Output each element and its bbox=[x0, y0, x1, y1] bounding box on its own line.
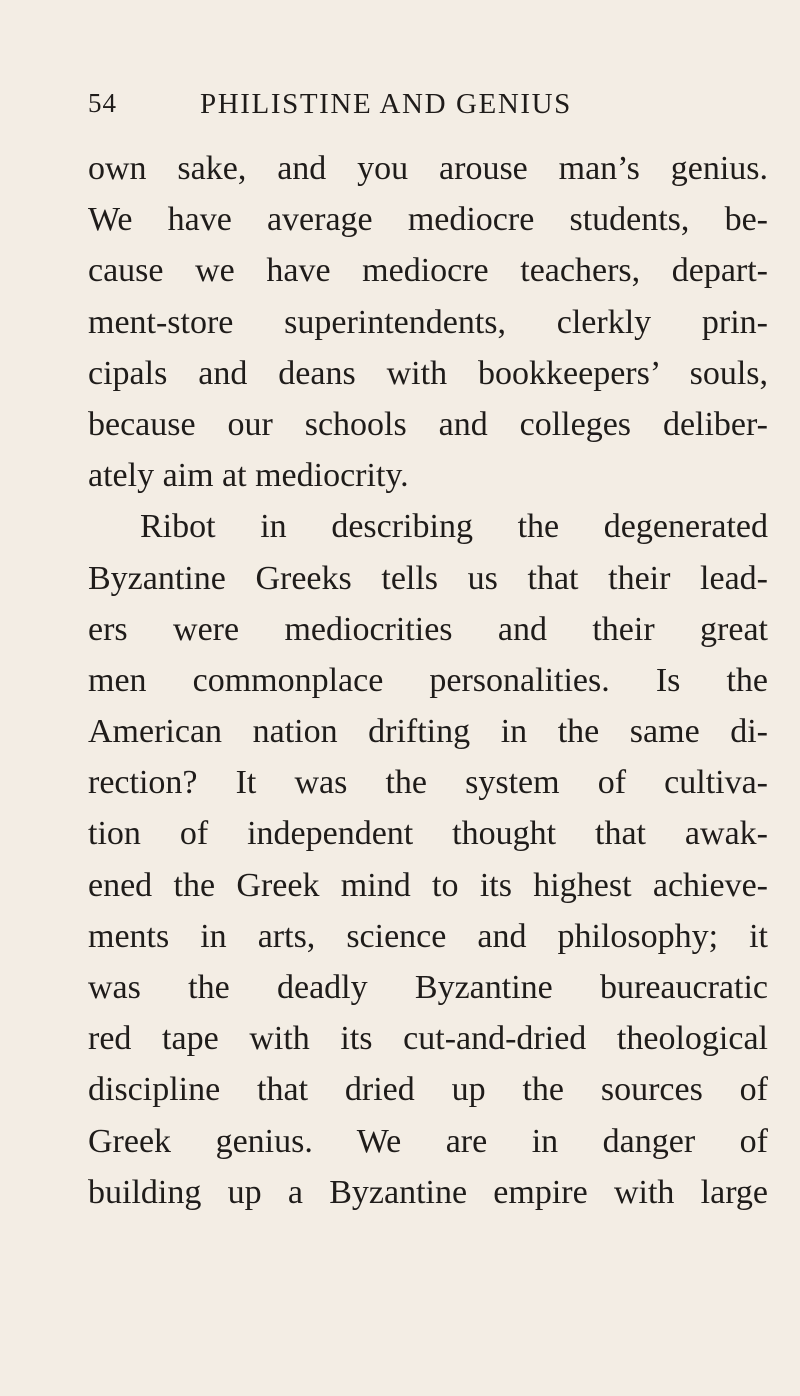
text-line: red tape with its cut-and-dried theological bbox=[88, 1020, 768, 1058]
page-number: 54 bbox=[88, 88, 117, 118]
text-line: ment-store superintendents, clerkly prin- bbox=[88, 303, 768, 341]
text-line: tion of independent thought that awak- bbox=[88, 815, 768, 853]
text-line: discipline that dried up the sources of bbox=[88, 1071, 768, 1109]
text-line: building up a Byzantine empire with large bbox=[88, 1173, 768, 1211]
text-line: cipals and deans with bookkeepers’ souls, bbox=[88, 354, 768, 392]
text-line: American nation drifting in the same di- bbox=[88, 713, 768, 751]
paragraph-end-line: ately aim at mediocrity. bbox=[88, 457, 409, 495]
text-line: own sake, and you arouse man’s genius. bbox=[88, 150, 768, 187]
text-line: Greek genius. We are in danger of bbox=[88, 1122, 768, 1160]
text-line: was the deadly Byzantine bureaucratic bbox=[88, 969, 768, 1006]
paragraph-start-line: Ribot in describing the degenerated bbox=[140, 508, 768, 546]
text-line: ments in arts, science and philosophy; it bbox=[88, 917, 768, 955]
text-line: rection? It was the system of cultiva- bbox=[88, 764, 768, 802]
text-line: ers were mediocrities and their great bbox=[88, 610, 768, 648]
running-head bbox=[88, 88, 728, 128]
body-text bbox=[88, 143, 768, 1218]
text-line: because our schools and colleges deliber- bbox=[88, 405, 768, 443]
text-line: ened the Greek mind to its highest achieve- bbox=[88, 866, 768, 904]
text-line: We have average mediocre students, be- bbox=[88, 201, 768, 239]
text-line: Byzantine Greeks tells us that their lead- bbox=[88, 559, 768, 597]
text-line: cause we have mediocre teachers, depart- bbox=[88, 252, 768, 290]
text-line: men commonplace personalities. Is the bbox=[88, 661, 768, 699]
running-title: PHILISTINE AND GENIUS bbox=[200, 88, 572, 120]
